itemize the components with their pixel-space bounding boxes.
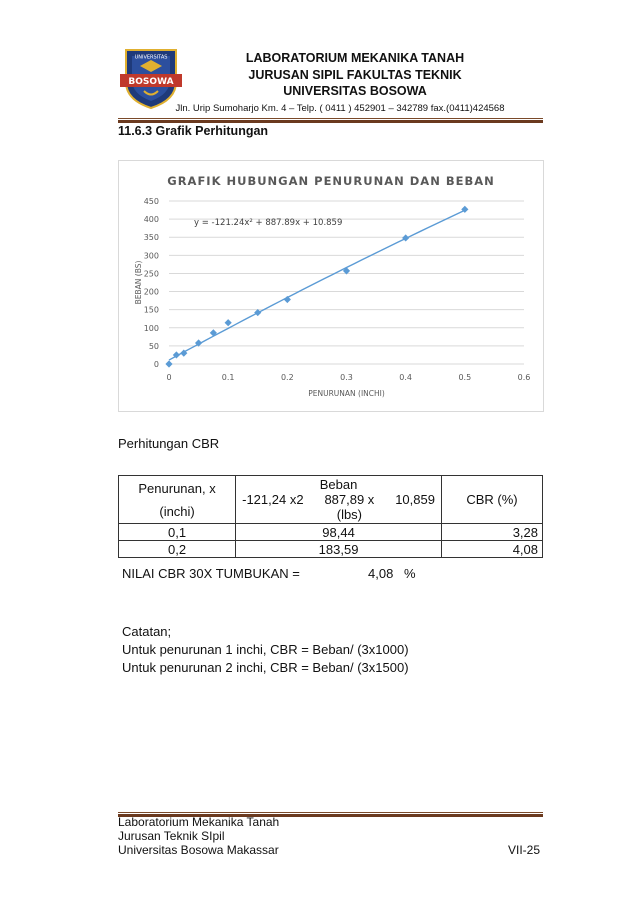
cbr-heading: Perhitungan CBR [118,436,220,451]
x-tick-label: 0.5 [458,373,472,382]
y-tick-label: 400 [143,215,159,225]
row-x: 0,2 [119,541,236,558]
y-tick-label: 300 [143,251,159,261]
beban-label: Beban [319,477,358,492]
cbr-table [118,475,543,558]
row-x: 0,1 [119,524,236,541]
header-line-2: JURUSAN SIPIL FAKULTAS TEKNIK [248,68,462,82]
footer-line-2: Jurusan Teknik SIpil [118,829,225,843]
x-axis-label: PENURUNAN (INCHI) [308,389,385,398]
header-line-1: LABORATORIUM MEKANIKA TANAH [245,51,465,65]
trendline [169,210,465,360]
col-penurunan-line1: Penurunan, x [138,480,216,496]
coef-c: 10,859 [395,492,435,507]
col-penurunan-line2: (inchi) [159,503,195,519]
notes-title: Catatan; [122,624,172,639]
y-tick-label: 50 [148,341,159,351]
y-tick-label: 150 [143,305,159,315]
row-beban: 183,59 [236,541,442,558]
y-tick-label: 350 [143,233,159,243]
col-penurunan-header [119,476,236,524]
y-tick-label: 100 [143,323,159,333]
table-row [119,524,543,541]
y-tick-label: 200 [143,287,159,297]
trendline-equation: y = -121.24x² + 887.89x + 10.859 [194,218,343,228]
x-tick-label: 0.4 [399,373,413,382]
x-tick-label: 0.1 [221,373,235,382]
beban-unit: (lbs) [336,507,363,522]
y-tick-label: 450 [143,197,159,206]
data-point [402,234,409,241]
x-tick-label: 0.3 [340,373,353,382]
nilai-cbr-value: 4,08 [368,566,394,581]
nilai-cbr-label: NILAI CBR 30X TUMBUKAN = [122,566,300,581]
logo-top-text: UNIVERSITAS [134,54,168,61]
row-cbr: 4,08 [441,541,542,558]
col-cbr-header: CBR (%) [441,476,542,524]
page-number: VII-25 [508,843,541,857]
university-logo [118,46,184,110]
x-tick-label: 0.6 [517,373,531,382]
row-cbr: 3,28 [441,524,542,541]
footer-line-3: Universitas Bosowa Makassar [118,843,279,857]
logo-main-text: BOSOWA [128,77,174,87]
nilai-cbr-unit: % [404,566,416,581]
data-point [165,360,172,367]
data-point [284,296,291,303]
data-point [225,319,232,326]
table-row [119,541,543,558]
x-tick-label: 0.2 [280,373,294,382]
section-title: 11.6.3 Grafik Perhitungan [118,124,269,138]
y-tick-label: 250 [143,269,159,279]
row-beban: 98,44 [236,524,442,541]
chart-title: GRAFIK HUBUNGAN PENURUNAN DAN BEBAN [167,174,495,188]
header-line-3: UNIVERSITAS BOSOWA [283,84,427,98]
footer-line-1: Laboratorium Mekanika Tanah [118,815,280,829]
coef-a: -121,24 x2 [242,492,304,507]
chart-container [118,160,544,412]
y-axis-label: BEBAN (BS) [134,260,143,305]
table-header-row [119,476,543,524]
footer-rule-thin [118,812,543,813]
coef-b: 887,89 x [324,492,375,507]
y-tick-label: 0 [153,360,159,369]
chart [119,161,543,411]
notes-line-1: Untuk penurunan 1 inchi, CBR = Beban/ (3x1000) [122,642,409,657]
header-rule-thick [118,120,543,123]
header-address: Jln. Urip Sumoharjo Km. 4 – Telp. ( 0411 ) 452901 – 342789 fax.(0411)424568 [175,103,505,114]
notes-line-2: Untuk penurunan 2 inchi, CBR = Beban/ (3x1500) [122,660,409,675]
beban-coefficients [240,492,437,522]
x-tick-label: 0 [166,373,172,382]
col-beban-header [236,476,442,524]
header-rule-thin [118,118,543,119]
